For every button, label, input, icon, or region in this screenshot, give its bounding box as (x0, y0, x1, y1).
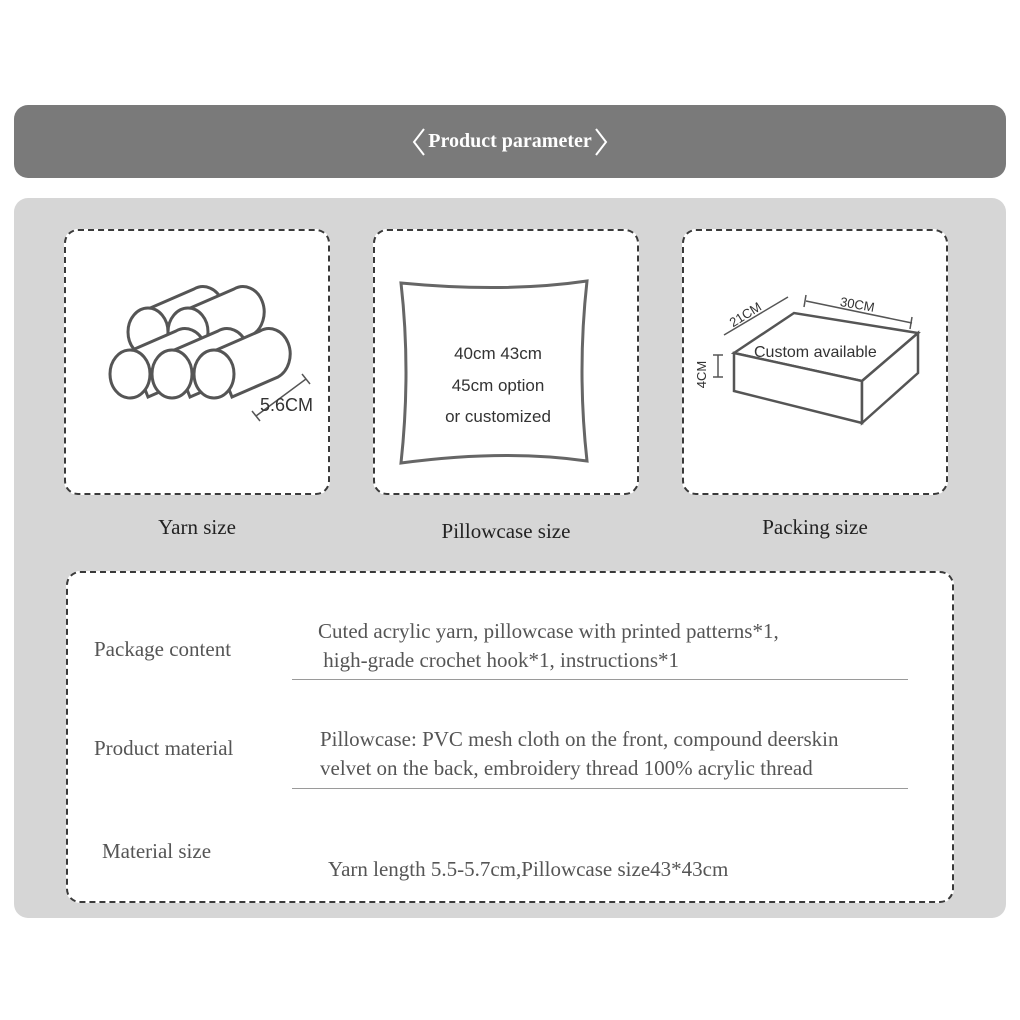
packing-box-illustration (684, 231, 946, 493)
header-title (412, 127, 607, 157)
pillowcase-line-2: 45cm option (451, 376, 545, 395)
packing-height-label: 4CM (694, 360, 710, 389)
product-material-line-2: velvet on the back, embroidery thread 100% acrylic thread (320, 756, 813, 780)
header-banner (14, 105, 1006, 178)
package-content-label: Package content (94, 637, 232, 661)
product-details-box (66, 571, 954, 903)
packing-depth-label: 21CM (726, 298, 765, 331)
product-material-label: Product material (94, 736, 234, 760)
divider-1 (292, 679, 908, 680)
yarn-size-card (64, 229, 330, 495)
packing-size-card (682, 229, 948, 495)
yarn-dimension-label: 5.6CM (260, 395, 314, 415)
divider-2 (292, 788, 908, 789)
chevron-right-icon (594, 127, 608, 157)
packing-custom-note: Custom available (754, 344, 877, 361)
packing-width-label: 30CM (838, 294, 876, 315)
package-content-line-1: Cuted acrylic yarn, pillowcase with printed patterns*1, (318, 619, 779, 643)
pillowcase-line-3: or customized (445, 407, 551, 426)
yarn-rolls-illustration (66, 231, 328, 493)
yarn-size-caption: Yarn size (158, 515, 236, 539)
product-material-line-1: Pillowcase: PVC mesh cloth on the front, compound deerskin (320, 727, 839, 751)
package-content-line-2: high-grade crochet hook*1, instructions*1 (318, 648, 679, 672)
pillowcase-size-card (373, 229, 639, 495)
parameter-panel (14, 198, 1006, 918)
chevron-left-icon (412, 127, 426, 157)
material-size-value: Yarn length 5.5-5.7cm,Pillowcase size43*43cm (328, 857, 729, 881)
material-size-label: Material size (102, 839, 212, 863)
pillowcase-size-caption: Pillowcase size (441, 519, 571, 543)
pillowcase-line-1: 40cm 43cm (454, 344, 542, 363)
packing-size-caption: Packing size (762, 515, 868, 539)
header-title-text: Product parameter (428, 130, 592, 152)
